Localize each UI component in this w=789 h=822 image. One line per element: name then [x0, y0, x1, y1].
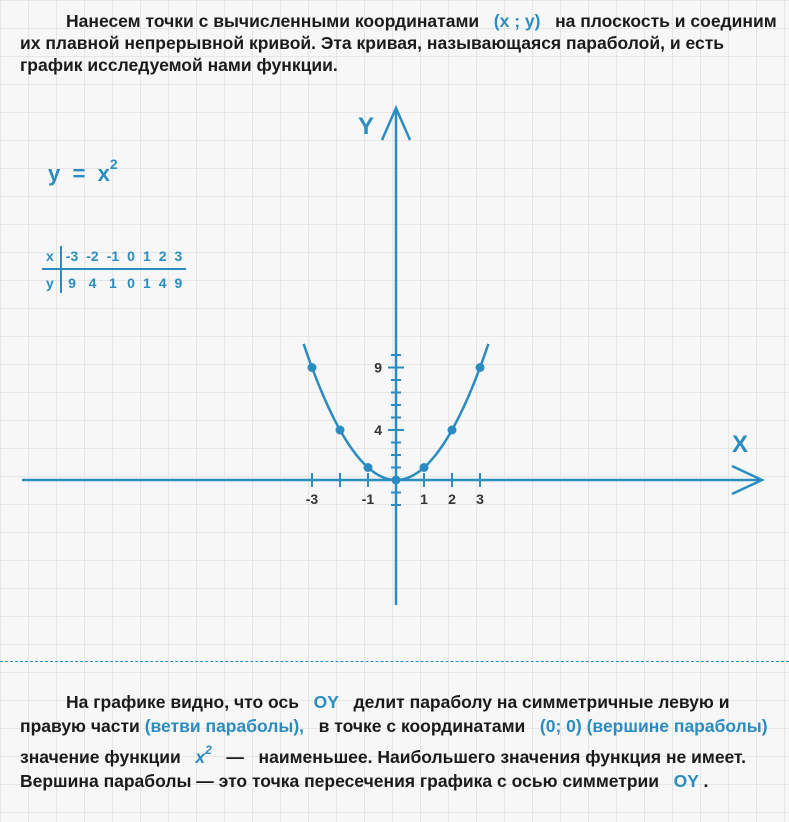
data-point: [476, 363, 485, 372]
conclusion-fx-exp: 2: [205, 743, 212, 757]
table-y-cell: 4: [158, 275, 167, 291]
table-x-cell: 3: [171, 246, 187, 269]
table-x-cell: -3: [61, 246, 82, 269]
y-tick-label: 9: [374, 359, 382, 376]
formula-lhs: y: [48, 161, 61, 186]
intro-text-1: Нанесем точки с вычисленными координатами: [66, 11, 480, 31]
formula-base: x: [97, 161, 110, 186]
conclusion-paragraph: [20, 690, 780, 793]
data-point: [448, 426, 457, 435]
conclusion-text-4: значение функции: [20, 747, 181, 767]
table-x-cell: 0: [123, 246, 139, 269]
x-tick-label: -3: [305, 491, 319, 507]
x-tick-label: 2: [448, 491, 456, 507]
data-point: [392, 476, 401, 485]
conclusion-point: (0; 0): [539, 716, 582, 736]
conclusion-branches: (ветви параболы),: [144, 716, 305, 736]
table-x-cell: -1: [103, 246, 123, 269]
conclusion-end: .: [703, 771, 709, 791]
x-tick-label: -1: [361, 491, 375, 507]
data-point: [336, 426, 345, 435]
data-point: [420, 463, 429, 472]
y-tick-label: 4: [374, 422, 382, 438]
table-y-cell: 9: [68, 275, 76, 291]
table-y-cell: 0: [127, 275, 135, 291]
x-tick-label: 3: [476, 491, 484, 507]
data-point: [308, 363, 317, 372]
conclusion-text-2: делит параболу на симметричные левую и правую части: [20, 692, 730, 736]
intro-coord: (x ; y): [493, 11, 541, 31]
table-x-cell: 2: [155, 246, 171, 269]
conclusion-oy-2: OY: [673, 771, 699, 791]
y-axis-title: Y: [357, 113, 375, 140]
conclusion-fx: [195, 743, 212, 767]
formula-exponent: 2: [109, 156, 118, 172]
x-axis-title: X: [731, 431, 749, 458]
conclusion-oy-1: OY: [313, 692, 339, 712]
table-y-cell: 1: [109, 275, 117, 291]
conclusion-text-3: в точке с координатами: [318, 716, 526, 736]
formula-eq: =: [72, 161, 86, 186]
section-divider: [0, 661, 789, 662]
table-x-cell: -2: [82, 246, 102, 269]
conclusion-text-1: На графике видно, что ось: [66, 692, 299, 712]
table-y-cell: 1: [142, 275, 151, 291]
x-tick-label: 1: [420, 491, 428, 507]
conclusion-vertex: (вершине параболы): [586, 716, 768, 736]
table-y-label: y: [42, 269, 61, 293]
conclusion-fx-base: x: [195, 747, 206, 767]
data-point: [364, 463, 373, 472]
table-y-cell: 9: [174, 275, 183, 291]
conclusion-dash: —: [226, 747, 244, 767]
table-x-label: x: [42, 246, 61, 269]
intro-text-2: на плоскость и соединим их плавной непрерывной кривой. Эта кривая, называющаяся параболой, и есть график исследуемой нами функции.: [20, 11, 777, 75]
table-y-cell: 4: [88, 275, 97, 291]
table-x-cell: 1: [139, 246, 155, 269]
conclusion-text-5: наименьшее. Наибольшего значения функция не имеет. Вершина параболы — это точка пересечения графика с осью симметрии: [20, 747, 746, 791]
